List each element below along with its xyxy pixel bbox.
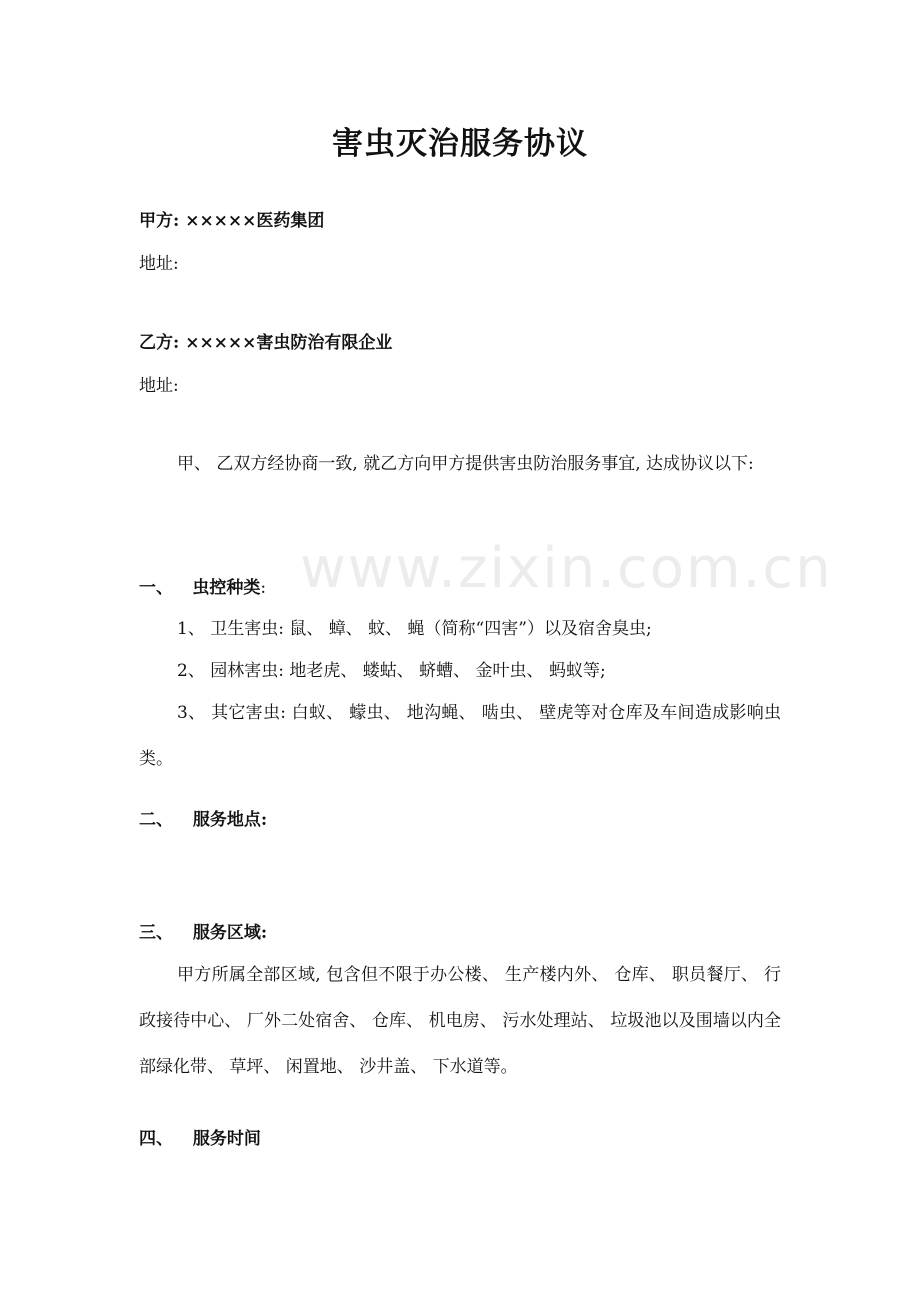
intro-paragraph: 甲、 乙双方经协商一致, 就乙方向甲方提供害虫防治服务事宜, 达成协议以下: bbox=[177, 454, 754, 474]
section-1-heading bbox=[139, 576, 266, 600]
section-2-number: 二、 bbox=[139, 810, 173, 830]
party-b-label: 乙方: ×××××害虫防治有限企业 bbox=[139, 333, 393, 353]
page-title: 害虫灭治服务协议 bbox=[332, 126, 588, 162]
section-4-title: 服务时间 bbox=[192, 1129, 261, 1149]
party-b-address: 地址: bbox=[139, 376, 179, 396]
section-3-title: 服务区域: bbox=[192, 923, 268, 943]
section-3-body: 甲方所属全部区域, 包含但不限于办公楼、 生产楼内外、 仓库、 职员餐厅、 行政接待中心、 厂外二处宿舍、 仓库、 机电房、 污水处理站、 垃圾池以及围墙以内全部绿化带、 草坪、 闲置地、 沙井盖、 下水道等。 bbox=[139, 965, 781, 1077]
section-1-item-1: 1、 卫生害虫: 鼠、 蟑、 蚊、 蝇（简称“四害”）以及宿舍臭虫; bbox=[177, 619, 652, 639]
section-4-number: 四、 bbox=[139, 1129, 173, 1149]
party-a-address: 地址: bbox=[139, 254, 179, 274]
section-1-item-2: 2、 园林害虫: 地老虎、 蝼蛄、 蛴螬、 金叶虫、 蚂蚁等; bbox=[177, 661, 606, 681]
party-a-label: 甲方: ×××××医药集团 bbox=[139, 211, 325, 231]
section-1-number: 一、 bbox=[139, 578, 173, 598]
section-2-heading bbox=[139, 808, 267, 832]
section-2-title: 服务地点: bbox=[192, 810, 268, 830]
section-3-heading bbox=[139, 921, 267, 945]
section-4-heading bbox=[139, 1127, 261, 1151]
section-3-number: 三、 bbox=[139, 923, 173, 943]
section-1-colon: : bbox=[260, 578, 267, 598]
watermark: www.zixin.com.cn bbox=[300, 536, 833, 601]
section-1-item-3: 3、 其它害虫: 白蚁、 蠓虫、 地沟蝇、 啮虫、 壁虎等对仓库及车间造成影响虫类。 bbox=[139, 703, 781, 769]
section-1-title: 虫控种类 bbox=[192, 578, 261, 598]
